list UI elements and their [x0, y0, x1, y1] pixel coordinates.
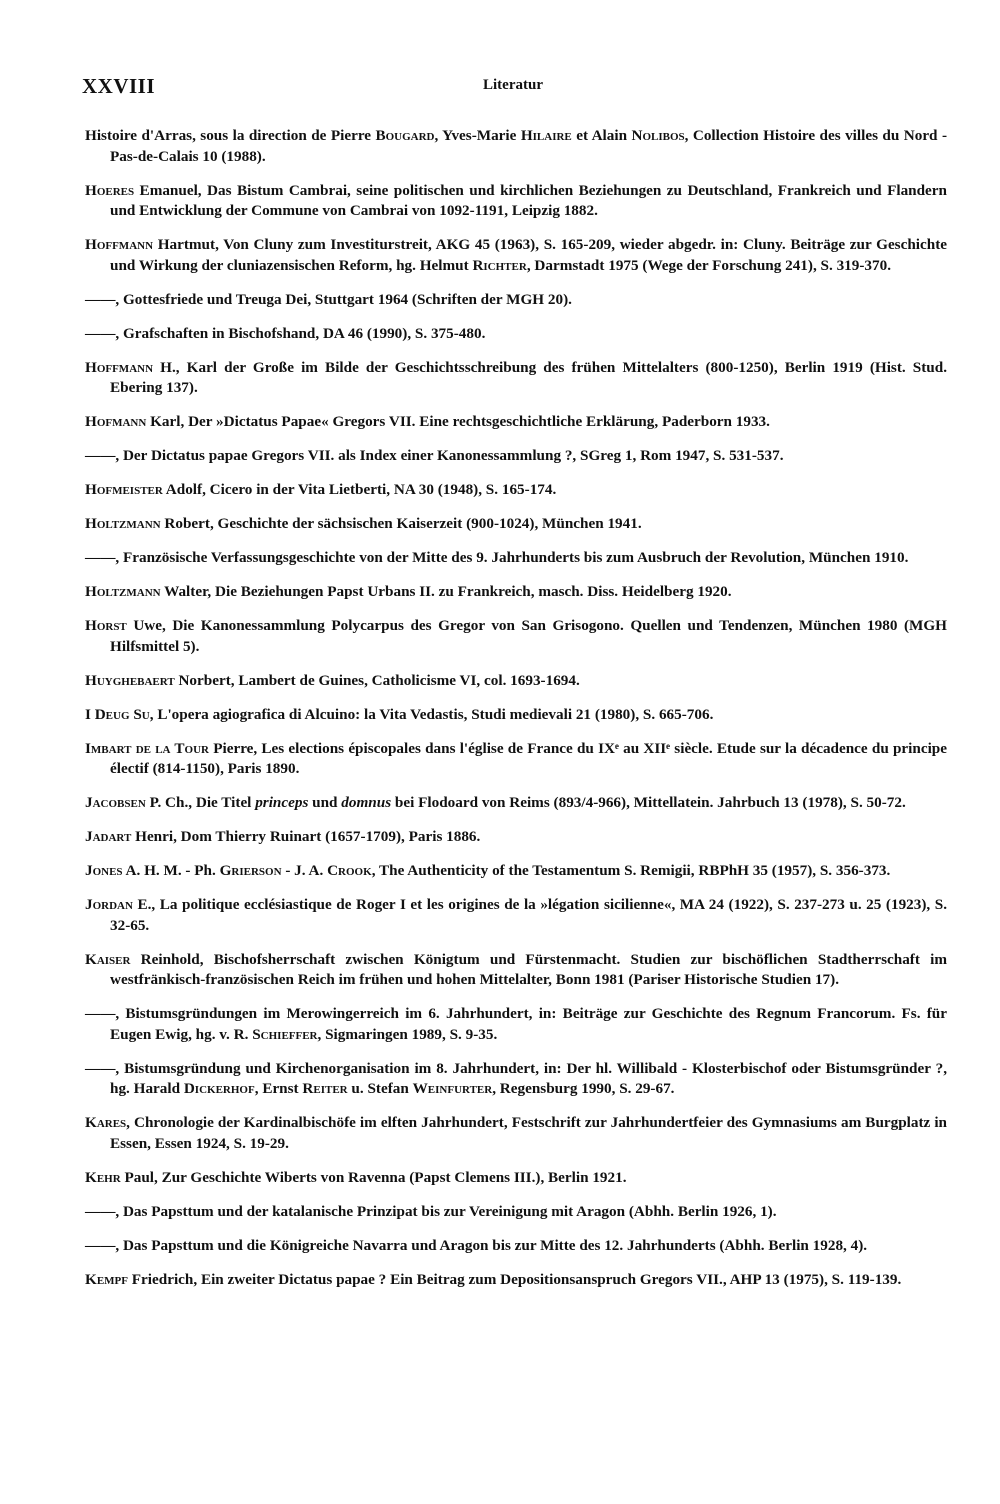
- bibliography-entry: [85, 324, 947, 345]
- bibliography-entry: [85, 1004, 947, 1045]
- bibliography-entry: [85, 895, 947, 936]
- bibliography-entry: [85, 582, 947, 603]
- entry-text: und: [308, 794, 342, 811]
- entry-text: Uwe, Die Kanonessammlung Polycarpus des Gregor von San Grisogono. Quellen und Tendenzen, München 1980 (MGH Hilfsmittel 5).: [110, 617, 947, 655]
- author-name: Reiter: [302, 1080, 348, 1097]
- bibliography-entry: [85, 1270, 947, 1291]
- bibliography-entry: [85, 181, 947, 222]
- page-number: XXVIII: [82, 74, 156, 98]
- entry-text: et Alain: [571, 127, 632, 144]
- entry-text: H., Karl der Große im Bilde der Geschichtsschreibung des frühen Mittelalters (800-1250), Berlin 1919 (Hist. Stud. Ebering 137).: [110, 358, 947, 396]
- author-name: Hoffmann: [85, 236, 154, 253]
- entry-text: Henri, Dom Thierry Ruinart (1657-1709), Paris 1886.: [131, 828, 481, 845]
- author-name: Jordan: [85, 896, 133, 913]
- entry-text: Reinhold, Bischofsherrschaft zwischen Königtum und Fürstenmacht. Studien zur bischöflichen Stadtherrschaft im westfränkisch-französischen Reich im frühen und hohen Mittelalter, Bonn 1981 (Pariser Historische Studien 17).: [110, 950, 947, 988]
- author-name: Jacobsen: [85, 794, 146, 811]
- entry-text: Karl, Der »Dictatus Papae« Gregors VII. Eine rechtsgeschichtliche Erklärung, Paderborn 1933.: [146, 413, 770, 430]
- entry-text: bei Flodoard von Reims (893/4-966), Mittellatein. Jahrbuch 13 (1978), S. 50-72.: [391, 794, 906, 811]
- italic-term: princeps: [255, 794, 309, 811]
- author-name: Holtzmann: [85, 515, 161, 532]
- bibliography-entry: [85, 412, 947, 433]
- bibliography-entry: [85, 1168, 947, 1189]
- entry-text: ——, Französische Verfassungsgeschichte von der Mitte des 9. Jahrhunderts bis zum Ausbruch der Revolution, München 1910.: [85, 549, 909, 566]
- bibliography-entry: [85, 126, 947, 167]
- author-name: Hofmeister: [85, 481, 163, 498]
- bibliography-entry: [85, 616, 947, 657]
- entry-text: Norbert, Lambert de Guines, Catholicisme VI, col. 1693-1694.: [174, 671, 580, 689]
- author-name: Bougard: [375, 127, 435, 144]
- entry-text: , Regensburg 1990, S. 29-67.: [492, 1080, 675, 1097]
- bibliography-entry: [85, 514, 947, 535]
- entry-text: - J. A.: [281, 862, 328, 879]
- entry-text: A. H. M. - Ph.: [122, 862, 220, 879]
- author-name: Kaiser: [85, 950, 131, 968]
- entry-text: Adolf, Cicero in der Vita Lietberti, NA 30 (1948), S. 165-174.: [162, 481, 557, 498]
- entry-text: , Ernst: [254, 1080, 303, 1097]
- author-name: Crook: [327, 862, 372, 879]
- author-name: Weinfurter: [412, 1080, 493, 1097]
- entry-text: ——, Das Papsttum und der katalanische Prinzipat bis zur Vereinigung mit Aragon (Abhh. Berlin 1926, 1).: [85, 1202, 777, 1220]
- page-header: [82, 74, 944, 104]
- author-name: Jadart: [85, 828, 132, 845]
- bibliography-entry: [85, 446, 947, 467]
- author-name: Richter: [472, 256, 527, 274]
- italic-term: domnus: [341, 794, 392, 811]
- entry-text: , Sigmaringen 1989, S. 9-35.: [317, 1025, 498, 1043]
- bibliography-entry: [85, 671, 947, 692]
- entry-text: Hartmut, Von Cluny zum Investiturstreit, AKG 45 (1963), S. 165-209, wieder abgedr. in: Cluny. Beiträge zur Geschichte und Wirkung der cluniazensischen Reform, hg. Helmut: [110, 236, 947, 274]
- author-name: Jones: [85, 862, 123, 879]
- author-name: Horst: [85, 617, 127, 634]
- entry-text: Walter, Die Beziehungen Papst Urbans II. zu Frankreich, masch. Diss. Heidelberg 1920.: [160, 583, 732, 600]
- bibliography-entry: [85, 1202, 947, 1223]
- author-name: Schieffer: [252, 1025, 318, 1043]
- bibliography-entry: [85, 950, 947, 991]
- author-name: Imbart de la Tour: [85, 739, 209, 757]
- bibliography-entry: [85, 1059, 947, 1100]
- author-name: Kares: [85, 1114, 127, 1131]
- author-name: Hofmann: [85, 413, 147, 430]
- entry-text: ——, Bistumsgründung und Kirchenorganisation im 8. Jahrhundert, in: Der hl. Willibald - Klosterbischof oder Bistumsgründer ?, hg. Harald: [85, 1059, 947, 1097]
- author-name: Grierson: [219, 862, 282, 879]
- entry-text: Emanuel, Das Bistum Cambrai, seine politischen und kirchlichen Beziehungen zu Deutschland, Frankreich und Flandern und Entwicklung der Commune von Cambrai von 1092-1191, Leipzig 1882.: [110, 181, 947, 219]
- bibliography-entry: [85, 827, 947, 848]
- author-name: Hoffmann: [85, 358, 154, 376]
- bibliography-entry: [85, 1113, 947, 1154]
- entry-text: , Darmstadt 1975 (Wege der Forschung 241), S. 319-370.: [526, 256, 892, 274]
- bibliography-entry: [85, 290, 947, 311]
- bibliography-entry: [85, 861, 947, 882]
- entry-text: ——, Das Papsttum und die Königreiche Navarra und Aragon bis zur Mitte des 12. Jahrhunderts (Abhh. Berlin 1928, 4).: [85, 1236, 868, 1254]
- bibliography-entry: [85, 705, 947, 726]
- entry-text: Paul, Zur Geschichte Wiberts von Ravenna (Papst Clemens III.), Berlin 1921.: [120, 1168, 627, 1186]
- bibliography-entry: [85, 358, 947, 399]
- author-name: Deug Su: [94, 705, 150, 723]
- entry-text: Robert, Geschichte der sächsischen Kaiserzeit (900-1024), München 1941.: [160, 515, 642, 532]
- entry-text: u. Stefan: [347, 1080, 413, 1097]
- bibliography-entry: [85, 1236, 947, 1257]
- bibliography-list: [85, 126, 947, 1304]
- author-name: Dickerhof: [183, 1080, 255, 1097]
- entry-text: , Yves-Marie: [434, 127, 521, 144]
- entry-text: E., La politique ecclésiastique de Roger I et les origines de la »légation sicilienne«, MA 24 (1922), S. 237-273 u. 25 (1923), S. 32-65.: [110, 896, 947, 934]
- author-name: Hilaire: [520, 127, 572, 144]
- entry-text: ——, Bistumsgründungen im Merowingerreich im 6. Jahrhundert, in: Beiträge zur Geschichte des Regnum Francorum. Fs. für Eugen Ewig, hg. v. R.: [85, 1005, 947, 1043]
- author-name: Hoeres: [85, 181, 135, 199]
- bibliography-entry: [85, 793, 947, 814]
- bibliography-entry: [85, 739, 947, 780]
- entry-text: , L'opera agiografica di Alcuino: la Vita Vedastis, Studi medievali 21 (1980), S. 665-706.: [149, 705, 714, 723]
- entry-text: Pierre, Les elections épiscopales dans l'église de France du IXᵉ au XIIᵉ siècle. Etude sur la décadence du principe électif (814-1150), Paris 1890.: [110, 739, 947, 777]
- entry-text: P. Ch., Die Titel: [145, 794, 256, 811]
- entry-text: , Collection Histoire des villes du Nord - Pas-de-Calais 10 (1988).: [110, 127, 948, 165]
- entry-text: Friedrich, Ein zweiter Dictatus papae ? Ein Beitrag zum Depositionsanspruch Gregors VII., AHP 13 (1975), S. 119-139.: [127, 1270, 902, 1288]
- bibliography-entry: [85, 480, 947, 501]
- entry-text: , The Authenticity of the Testamentum S. Remigii, RBPhH 35 (1957), S. 356-373.: [371, 862, 891, 879]
- entry-text: I: [85, 705, 95, 723]
- author-name: Holtzmann: [85, 583, 161, 600]
- entry-text: , Chronologie der Kardinalbischöfe im elften Jahrhundert, Festschrift zur Jahrhundertfeier des Gymnasiums am Burgplatz in Essen, Essen 1924, S. 19-29.: [110, 1114, 947, 1152]
- author-name: Huyghebaert: [85, 671, 175, 689]
- entry-text: ——, Der Dictatus papae Gregors VII. als Index einer Kanonessammlung ?, SGreg 1, Rom 1947, S. 531-537.: [85, 447, 784, 464]
- entry-text: ——, Gottesfriede und Treuga Dei, Stuttgart 1964 (Schriften der MGH 20).: [85, 290, 572, 308]
- author-name: Kempf: [85, 1270, 128, 1288]
- author-name: Nolibos: [631, 127, 685, 144]
- entry-text: ——, Grafschaften in Bischofshand, DA 46 (1990), S. 375-480.: [85, 324, 486, 342]
- bibliography-entry: [85, 548, 947, 569]
- author-name: Kehr: [85, 1168, 121, 1186]
- bibliography-entry: [85, 235, 947, 276]
- running-title: Literatur: [483, 77, 543, 93]
- entry-text: Histoire d'Arras, sous la direction de Pierre: [85, 127, 376, 144]
